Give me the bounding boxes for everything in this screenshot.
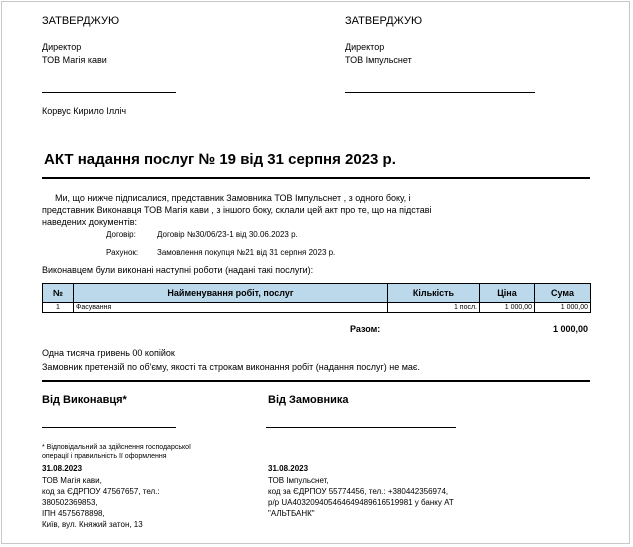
executor-details-3: 380502369853, bbox=[42, 498, 98, 507]
customer-heading: Від Замовника bbox=[268, 394, 349, 406]
section-divider bbox=[42, 380, 590, 382]
executor-details-1: ТОВ Магія кави, bbox=[42, 476, 102, 485]
col-header-sum: Сума bbox=[535, 284, 591, 303]
approve-left-title: ЗАТВЕРДЖУЮ bbox=[42, 15, 120, 27]
ref-contract-label: Договір: bbox=[106, 230, 136, 239]
approve-right-signature-line bbox=[345, 92, 535, 93]
col-header-price: Ціна bbox=[480, 284, 535, 303]
approve-right-company: ТОВ Імпульснет bbox=[345, 55, 412, 65]
executor-note-line-1: * Відповідальний за здійснення господарської bbox=[42, 444, 191, 451]
table-row bbox=[43, 303, 591, 313]
cell-num: 1 bbox=[43, 303, 74, 313]
executor-details-4: ІПН 4575678898, bbox=[42, 509, 105, 518]
amount-in-words: Одна тисяча гривень 00 копійок bbox=[42, 348, 175, 358]
total-value: 1 000,00 bbox=[552, 324, 588, 334]
ref-contract-value: Договір №30/06/23-1 від 30.06.2023 р. bbox=[157, 230, 298, 239]
intro-line-2: представник Виконавця ТОВ Магія кави , з іншого боку, склали цей акт про те, що на підставі bbox=[42, 205, 432, 215]
approve-left-company: ТОВ Магія кави bbox=[42, 55, 107, 65]
executor-date: 31.08.2023 bbox=[42, 464, 83, 473]
works-intro: Виконавцем були виконані наступні роботи (надані такі послуги): bbox=[42, 265, 314, 275]
cell-qty: 1 посл. bbox=[388, 303, 480, 313]
customer-date: 31.08.2023 bbox=[268, 464, 309, 473]
approve-left-signature-line bbox=[42, 92, 176, 93]
ref-invoice-label: Рахунок: bbox=[106, 248, 139, 257]
title-underline bbox=[42, 177, 590, 179]
intro-line-1: Ми, що нижче підписалися, представник Замовника ТОВ Імпульснет , з одного боку, і bbox=[55, 193, 411, 203]
doc-title: АКТ надання послуг № 19 від 31 серпня 2023 р. bbox=[44, 151, 396, 168]
col-header-qty: Кількість bbox=[388, 284, 480, 303]
customer-details-3: р/р UA403209405464649489616519981 у банку АТ bbox=[268, 498, 454, 507]
executor-heading: Від Виконавця* bbox=[42, 394, 127, 406]
customer-details-1: ТОВ Імпульснет, bbox=[268, 476, 329, 485]
approve-right-position: Директор bbox=[345, 42, 385, 52]
no-claims-statement: Замовник претензій по об'єму, якості та строкам виконання робіт (надання послуг) не має. bbox=[42, 362, 420, 372]
intro-line-3: наведених документів: bbox=[42, 217, 137, 227]
cell-sum: 1 000,00 bbox=[535, 303, 591, 313]
approve-left-position: Директор bbox=[42, 42, 82, 52]
works-table bbox=[42, 283, 591, 313]
executor-signature-line bbox=[42, 427, 176, 428]
col-header-num: № bbox=[43, 284, 74, 303]
executor-note-line-2: операції і правильність її оформлення bbox=[42, 453, 167, 460]
cell-price: 1 000,00 bbox=[480, 303, 535, 313]
ref-invoice-value: Замовлення покупця №21 від 31 серпня 2023 р. bbox=[157, 248, 336, 257]
total-label: Разом: bbox=[350, 324, 381, 334]
approve-left-signer: Корвус Кирило Ілліч bbox=[42, 106, 127, 116]
cell-name: Фасування bbox=[74, 303, 388, 313]
col-header-name: Найменування робіт, послуг bbox=[74, 284, 388, 303]
customer-signature-line bbox=[266, 427, 456, 428]
approve-right-title: ЗАТВЕРДЖУЮ bbox=[345, 15, 423, 27]
executor-details-5: Київ, вул. Княжий затон, 13 bbox=[42, 520, 143, 529]
executor-details-2: код за ЄДРПОУ 47567657, тел.: bbox=[42, 487, 160, 496]
customer-details-4: "АЛЬТБАНК" bbox=[268, 509, 315, 518]
table-header-row bbox=[43, 284, 591, 303]
customer-details-2: код за ЄДРПОУ 55774456, тел.: +380442356974, bbox=[268, 487, 449, 496]
